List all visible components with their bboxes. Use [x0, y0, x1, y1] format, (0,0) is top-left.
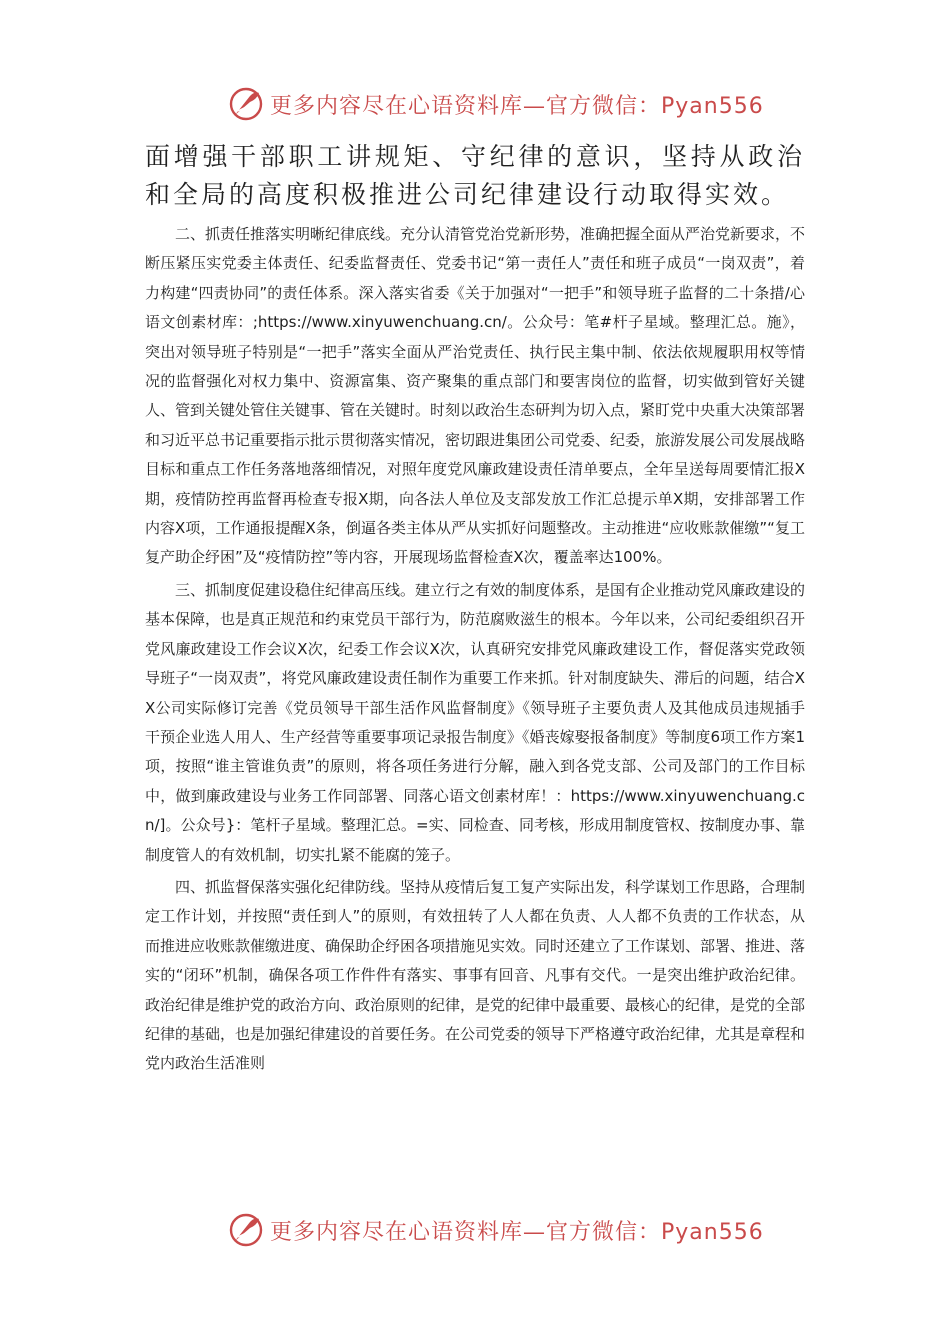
footer-watermark-banner: [228, 1210, 764, 1250]
section-paragraph-3: 三、抓制度促建设稳住纪律高压线。建立行之有效的制度体系，是国有企业推动党风廉政建设的基本保障，也是真正规范和约束党员干部行为，防范腐败滋生的根本。今年以来，公司纪委组织召开党风廉政建设工作会议X次，纪委工作会议X次，认真研究安排党风廉政建设工作，督促落实党政领导班子“一岗双责”，将党风廉政建设责任制作为重要工作来抓。针对制度缺失、滞后的问题，结合XX公司实际修订完善《党员领导干部生活作风监督制度》《领导班子主要负责人及其他成员违规插手干预企业选人用人、生产经营等重要事项记录报告制度》《婚丧嫁娶报备制度》等制度6项工作方案1项，按照“谁主管谁负责”的原则，将各项任务进行分解，融入到各党支部、公司及部门的工作目标中，做到廉政建设与业务工作同部署、同落心语文创素材库！：https://www.xinyuwenchuang.cn/]。公众号}：笔杆子星域。整理汇总。=实、同检查、同考核，形成用制度管权、按制度办事、靠制度管人的有效机制，切实扎紧不能腐的笼子。: [145, 580, 806, 864]
lead-paragraph: 面增强干部职工讲规矩、守纪律的意识，坚持从政治和全局的高度积极推进公司纪律建设行动取得实效。: [145, 142, 805, 209]
section-paragraph-4: 四、抓监督保落实强化纪律防线。坚持从疫情后复工复产实际出发，科学谋划工作思路，合理制定工作计划，并按照“责任到人”的原则，有效扭转了人人都在负责、人人都不负责的工作状态，从而推进应收账款催缴进度、确保助企纾困各项措施见实效。同时还建立了工作谋划、部署、推进、落实的“闭环”机制，确保各项工作件件有落实、事事有回音、凡事有交代。一是突出维护政治纪律。政治纪律是维护党的政治方向、政治原则的纪律，是党的纪律中最重要、最核心的纪律，是党的全部纪律的基础，也是加强纪律建设的首要任务。在公司党委的领导下严格遵守政治纪律，尤其是章程和党内政治生活准则: [145, 877, 806, 1073]
document-body: [145, 138, 805, 1082]
header-watermark-banner: [228, 84, 764, 124]
watermark-text: 更多内容尽在心语资料库—官方微信：Pyan556: [270, 93, 764, 119]
quill-pen-icon: [228, 1212, 264, 1248]
section-paragraph-2: 二、抓责任推落实明晰纪律底线。充分认清管党治党新形势，准确把握全面从严治党新要求，不断压紧压实党委主体责任、纪委监督责任、党委书记“第一责任人”责任和班子成员“一岗双责”，着力构建“四责协同”的责任体系。深入落实省委《关于加强对“一把手”和领导班子监督的二十条措/心语文创素材库：;https://www.xinyuwenchuang.cn/。公众号：笔#杆子星域。整理汇总。施》，突出对领导班子特别是“一把手”落实全面从严治党责任、执行民主集中制、依法依规履职用权等情况的监督强化对权力集中、资源富集、资产聚集的重点部门和要害岗位的监督，切实做到管好关键人、管到关键处管住关键事、管在关键时。时刻以政治生态研判为切入点，紧盯党中央重大决策部署和习近平总书记重要指示批示贯彻落实情况，密切跟进集团公司党委、纪委，旅游发展公司发展战略目标和重点工作任务落地落细情况，对照年度党风廉政建设责任清单要点，全年呈送每周要情汇报X期，疫情防控再监督再检查专报X期，向各法人单位及支部发放工作汇总提示单X期，安排部署工作内容X项，工作通报提醒X条，倒逼各类主体从严从实抓好问题整改。主动推进“应收账款催缴”“复工复产助企纾困”及“疫情防控”等内容，开展现场监督检查X次，覆盖率达100%。: [145, 225, 806, 567]
watermark-text: 更多内容尽在心语资料库—官方微信：Pyan556: [270, 1219, 764, 1245]
quill-pen-icon: [228, 86, 264, 122]
